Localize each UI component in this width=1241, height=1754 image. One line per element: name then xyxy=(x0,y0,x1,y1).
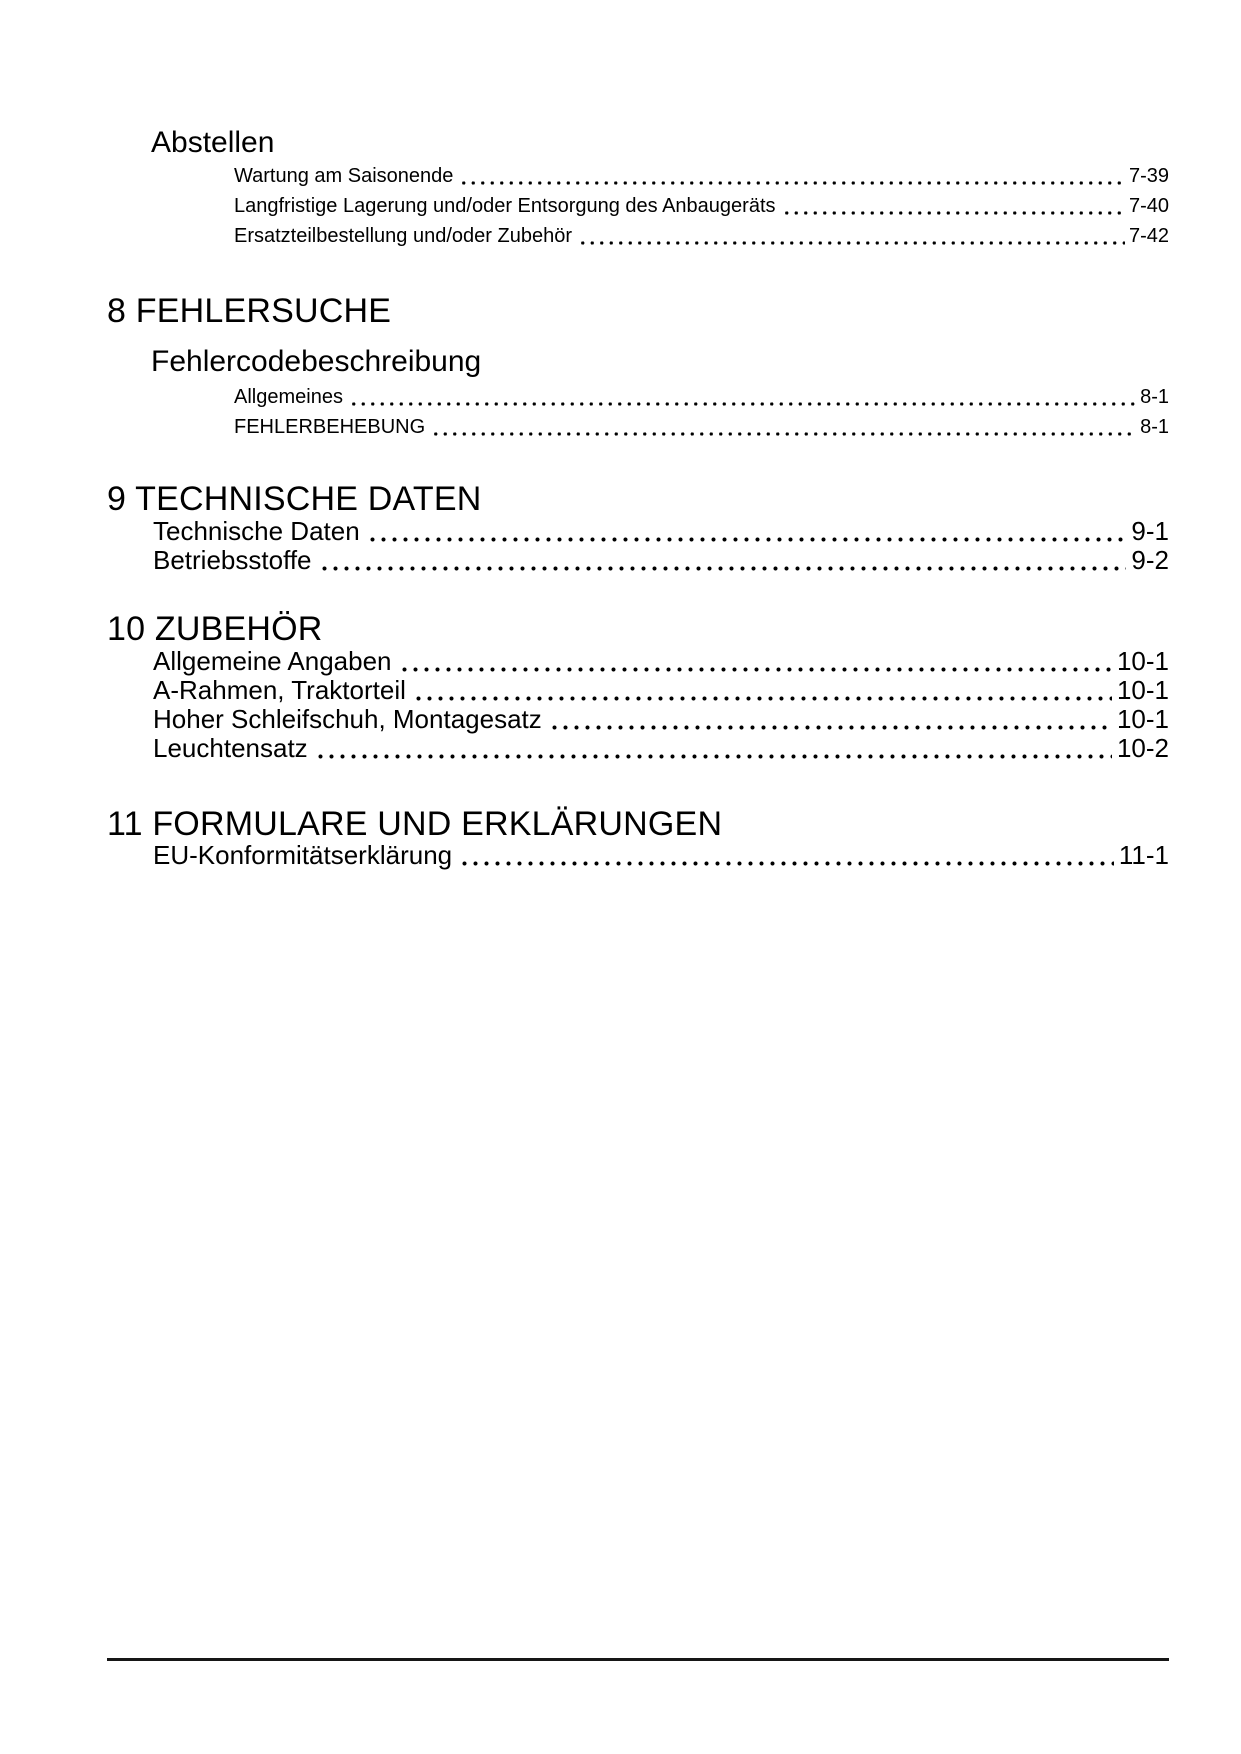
footer-rule xyxy=(107,1658,1169,1661)
dot-leader xyxy=(315,754,1112,759)
toc-entry-page-number: 8-1 xyxy=(1140,416,1169,438)
toc-entry-page-number: 11-1 xyxy=(1118,840,1169,870)
chapter-heading-formulare: 11 FORMULARE UND ERKLÄRUNGEN xyxy=(107,805,723,843)
toc-entry xyxy=(153,841,1169,870)
toc-entry xyxy=(234,382,1169,412)
toc-entry xyxy=(234,221,1169,251)
table-of-contents xyxy=(107,0,1169,870)
subsection-heading-abstellen: Abstellen xyxy=(151,126,275,159)
toc-entry-label: FEHLERBEHEBUNG xyxy=(234,416,426,438)
toc-entry-label: Hoher Schleifschuh, Montagesatz xyxy=(153,704,542,734)
toc-entry-page-number: 7-40 xyxy=(1128,195,1169,217)
toc-entry-label: A-Rahmen, Traktorteil xyxy=(153,675,406,705)
toc-entry-page-number: 7-42 xyxy=(1128,225,1169,247)
toc-section-formulare xyxy=(107,804,1169,870)
dot-leader xyxy=(782,211,1125,215)
dot-leader xyxy=(399,667,1112,672)
toc-entry-label: Technische Daten xyxy=(153,516,360,546)
dot-leader xyxy=(367,537,1127,542)
toc-entry-page-number: 10-2 xyxy=(1116,733,1169,763)
chapter-heading-zubehoer: 10 ZUBEHÖR xyxy=(107,610,323,648)
toc-entry xyxy=(153,705,1169,734)
toc-entry-label: EU-Konformitätserklärung xyxy=(153,840,453,870)
toc-entry-label: Allgemeine Angaben xyxy=(153,646,392,676)
toc-entry xyxy=(153,734,1169,763)
dot-leader xyxy=(349,402,1136,406)
toc-entry-label: Langfristige Lagerung und/oder Entsorgung des Anbaugeräts xyxy=(234,195,776,217)
toc-entry xyxy=(153,647,1169,676)
toc-entry-label: Allgemeines xyxy=(234,386,343,408)
toc-entry-label: Wartung am Saisonende xyxy=(234,165,454,187)
toc-entry-label: Ersatzteilbestellung und/oder Zubehör xyxy=(234,225,572,247)
toc-entry xyxy=(153,676,1169,705)
toc-entry xyxy=(234,161,1169,191)
toc-entry-label: Leuchtensatz xyxy=(153,733,308,763)
dot-leader xyxy=(549,725,1112,730)
chapter-heading-technische-daten: 9 TECHNISCHE DATEN xyxy=(107,480,482,518)
toc-entry-page-number: 10-1 xyxy=(1116,646,1169,676)
toc-section-fehlersuche xyxy=(107,291,1169,442)
toc-section-zubehoer xyxy=(107,609,1169,763)
toc-section-abstellen xyxy=(107,125,1169,251)
toc-entry-page-number: 9-2 xyxy=(1131,545,1169,575)
toc-entry-page-number: 8-1 xyxy=(1140,386,1169,408)
toc-entry-label: Betriebsstoffe xyxy=(153,545,312,575)
toc-entry xyxy=(153,546,1169,575)
dot-leader xyxy=(578,241,1125,245)
dot-leader xyxy=(319,566,1127,571)
toc-entry-page-number: 9-1 xyxy=(1131,516,1169,546)
toc-section-technische-daten xyxy=(107,479,1169,575)
toc-entry xyxy=(234,412,1169,442)
dot-leader xyxy=(431,432,1136,436)
toc-entry xyxy=(153,517,1169,546)
dot-leader xyxy=(459,181,1125,185)
toc-entry-page-number: 10-1 xyxy=(1116,704,1169,734)
toc-entry-page-number: 7-39 xyxy=(1128,165,1169,187)
dot-leader xyxy=(413,696,1112,701)
toc-entry-page-number: 10-1 xyxy=(1116,675,1169,705)
subsection-heading-fehlercodebeschreibung: Fehlercodebeschreibung xyxy=(151,345,482,378)
dot-leader xyxy=(459,861,1114,866)
chapter-heading-fehlersuche: 8 FEHLERSUCHE xyxy=(107,292,392,330)
toc-entry xyxy=(234,191,1169,221)
